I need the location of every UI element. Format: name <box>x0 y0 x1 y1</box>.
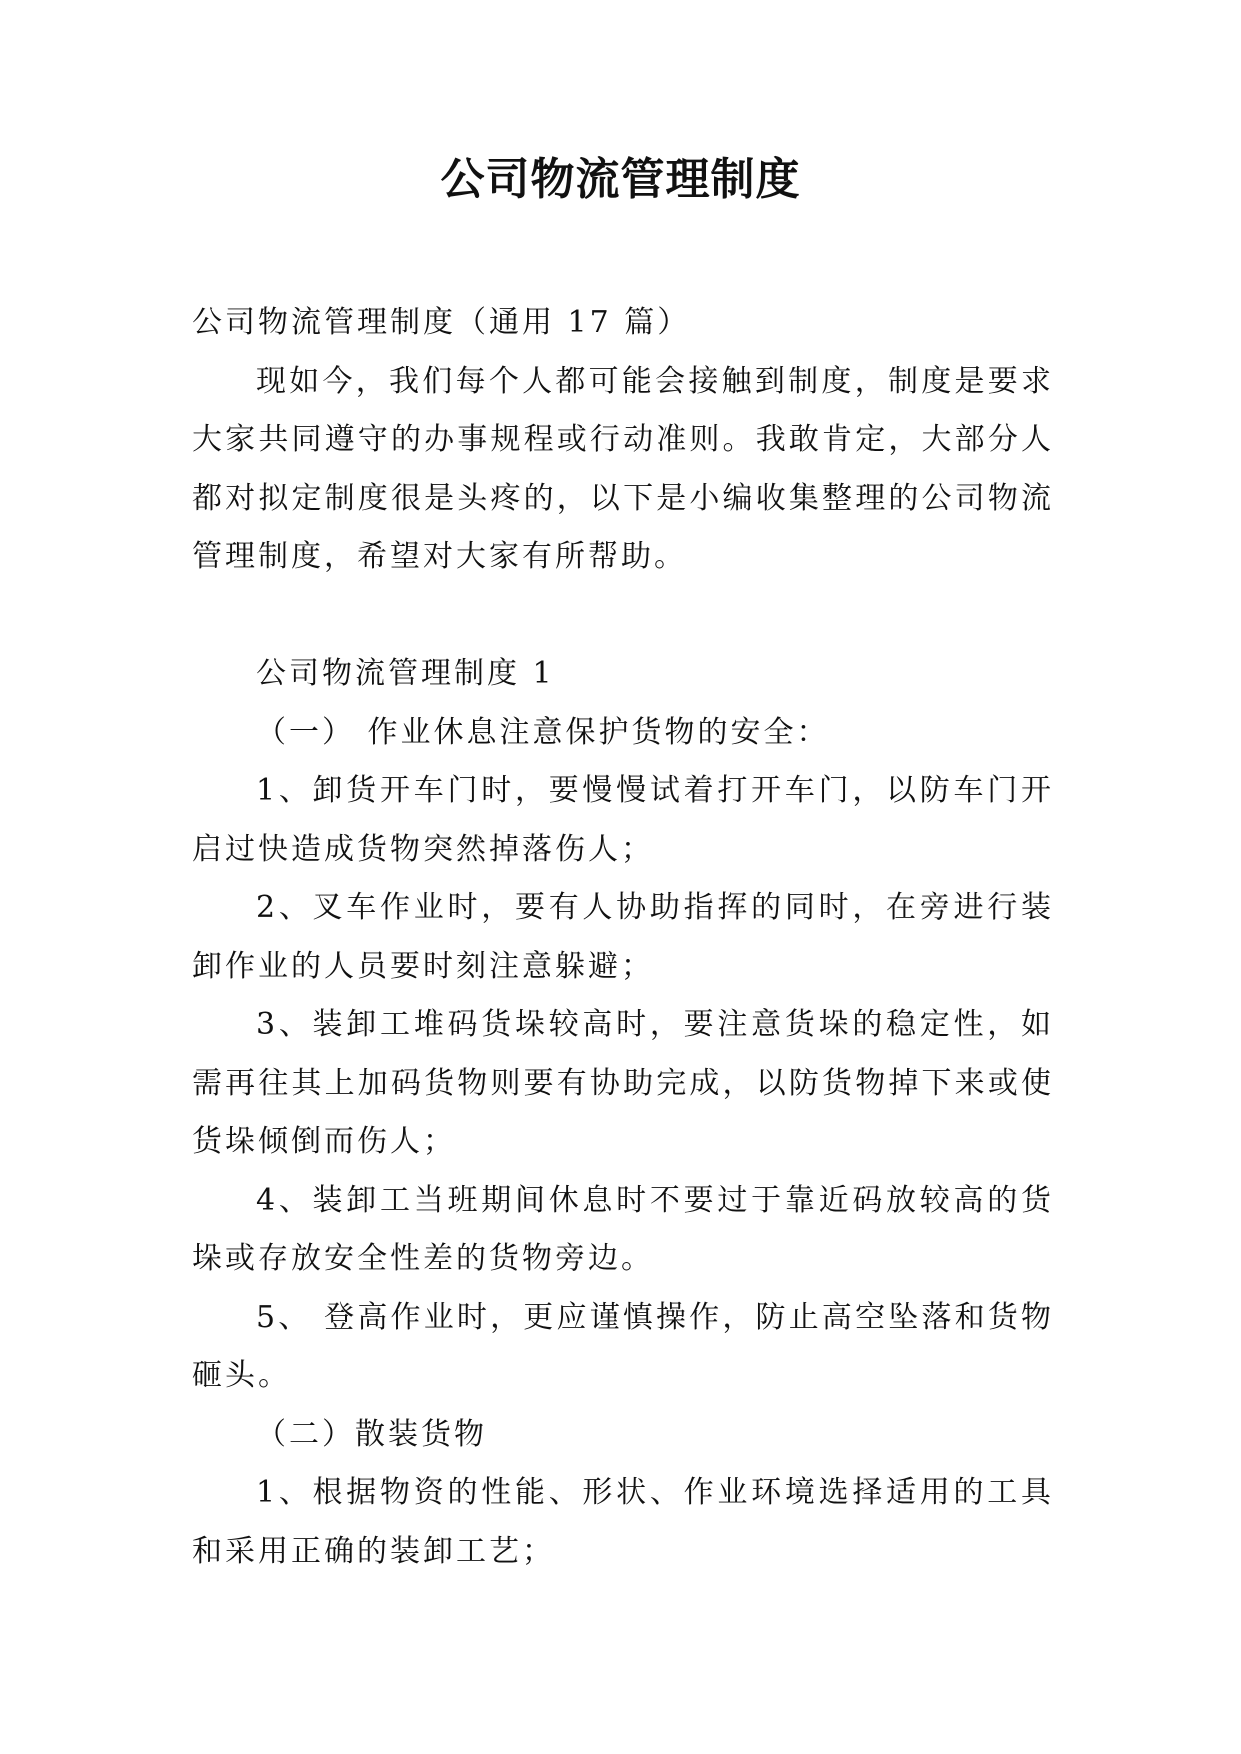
item-3: 3、装卸工堆码货垛较高时，要注意货垛的稳定性，如需再往其上加码货物则要有协助完成，以防货物掉下来或使货垛倾倒而伤人； <box>192 1007 1054 1159</box>
document-title: 公司物流管理制度 <box>440 154 801 205</box>
document-subtitle: 公司物流管理制度（通用 17 篇） <box>192 305 691 340</box>
intro-paragraph: 现如今，我们每个人都可能会接触到制度，制度是要求大家共同遵守的办事规程或行动准则。我敢肯定，大部分人都对拟定制度很是头疼的，以下是小编收集整理的公司物流管理制度，希望对大家有所帮助。 <box>192 363 1054 574</box>
part2-heading: （二）散装货物 <box>256 1416 487 1452</box>
document-body <box>192 294 1054 1581</box>
item-4: 4、装卸工当班期间休息时不要过于靠近码放较高的货垛或存放安全性差的货物旁边。 <box>192 1182 1054 1276</box>
part2-item-1: 1、根据物资的性能、形状、作业环境选择适用的工具和采用正确的装卸工艺； <box>192 1475 1054 1569</box>
item-2: 2、叉车作业时，要有人协助指挥的同时，在旁进行装卸作业的人员要时刻注意躲避； <box>192 890 1054 984</box>
item-1: 1、卸货开车门时，要慢慢试着打开车门，以防车门开启过快造成货物突然掉落伤人； <box>192 773 1054 867</box>
section-heading: 公司物流管理制度 1 <box>256 656 555 691</box>
item-5: 5、 登高作业时，更应谨慎操作，防止高空坠落和货物砸头。 <box>192 1299 1054 1393</box>
part1-heading: （一） 作业休息注意保护货物的安全： <box>256 714 830 750</box>
